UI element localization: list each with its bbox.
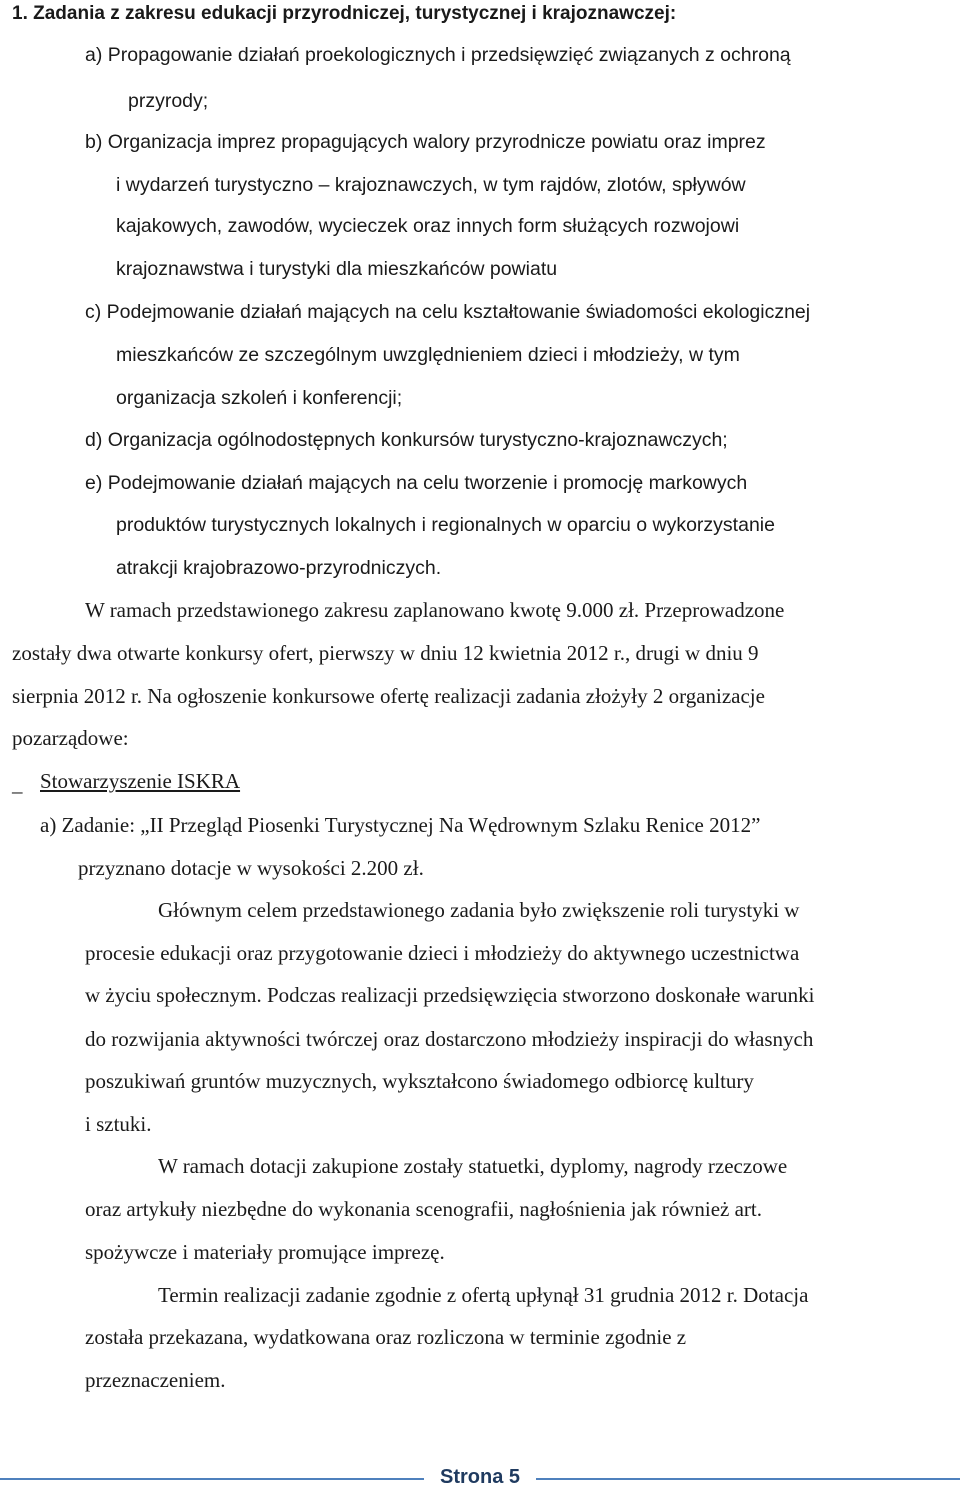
item-c-line-1: c) Podejmowanie działań mających na celu kształtowanie świadomości ekologicznej: [85, 301, 811, 323]
task-line-2: przyznano dotacje w wysokości 2.200 zł.: [78, 856, 424, 880]
item-e-line-1: e) Podejmowanie działań mających na celu tworzenie i promocję markowych: [85, 472, 748, 494]
para3-line-2: oraz artykuły niezbędne do wykonania scenografii, nagłośnienia jak również art.: [85, 1197, 762, 1221]
item-b-line-4: krajoznawstwa i turystyki dla mieszkańców powiatu: [116, 258, 558, 280]
para2-line-3: w życiu społecznym. Podczas realizacji przedsięwzięcia stworzono doskonałe warunki: [85, 983, 815, 1007]
item-d-line-1: d) Organizacja ogólnodostępnych konkursów turystyczno-krajoznawczych;: [85, 429, 728, 451]
para4-line-1: Termin realizacji zadanie zgodnie z ofertą upłynął 31 grudnia 2012 r. Dotacja: [158, 1283, 809, 1307]
item-b-line-2: i wydarzeń turystyczno – krajoznawczych, w tym rajdów, zlotów, spływów: [116, 174, 746, 196]
list-dash: –: [12, 779, 23, 803]
para1-line-3: sierpnia 2012 r. Na ogłoszenie konkursowe ofertę realizacji zadania złożyły 2 organizacje: [12, 684, 765, 708]
item-c-line-3: organizacja szkoleń i konferencji;: [116, 387, 403, 409]
item-c-line-2: mieszkańców ze szczególnym uwzględnieniem dzieci i młodzieży, w tym: [116, 344, 740, 366]
para2-line-4: do rozwijania aktywności twórczej oraz dostarczono młodzieży inspiracji do własnych: [85, 1027, 814, 1051]
para2-line-2: procesie edukacji oraz przygotowanie dzieci i młodzieży do aktywnego uczestnictwa: [85, 941, 800, 965]
item-a-line-1: a) Propagowanie działań proekologicznych i przedsięwzięć związanych z ochroną: [85, 44, 791, 66]
footer-rule-right: [536, 1478, 960, 1480]
page-number: Strona 5: [439, 1466, 521, 1488]
section-heading: 1. Zadania z zakresu edukacji przyrodniczej, turystycznej i krajoznawczej:: [12, 3, 677, 24]
para4-line-2: została przekazana, wydatkowana oraz rozliczona w terminie zgodnie z: [85, 1325, 687, 1349]
para2-line-1: Głównym celem przedstawionego zadania było zwiększenie roli turystyki w: [158, 898, 800, 922]
para3-line-1: W ramach dotacji zakupione zostały statuetki, dyplomy, nagrody rzeczowe: [158, 1154, 788, 1178]
item-e-line-2: produktów turystycznych lokalnych i regionalnych w oparciu o wykorzystanie: [116, 514, 775, 536]
item-a-line-2: przyrody;: [128, 90, 209, 112]
para1-line-1: W ramach przedstawionego zakresu zaplanowano kwotę 9.000 zł. Przeprowadzone: [85, 598, 785, 622]
item-b-line-1: b) Organizacja imprez propagujących walory przyrodnicze powiatu oraz imprez: [85, 131, 766, 153]
item-b-line-3: kajakowych, zawodów, wycieczek oraz innych form służących rozwojowi: [116, 215, 740, 237]
footer-rule-left: [0, 1478, 424, 1480]
para3-line-3: spożywcze i materiały promujące imprezę.: [85, 1240, 445, 1264]
para1-line-4: pozarządowe:: [12, 726, 129, 750]
para1-line-2: zostały dwa otwarte konkursy ofert, pierwszy w dniu 12 kwietnia 2012 r., drugi w dniu 9: [12, 641, 759, 665]
task-line-1: a) Zadanie: „II Przegląd Piosenki Turystycznej Na Wędrownym Szlaku Renice 2012”: [40, 813, 761, 837]
para2-line-6: i sztuki.: [85, 1112, 152, 1136]
para2-line-5: poszukiwań gruntów muzycznych, wykształcono świadomego odbiorcę kultury: [85, 1069, 754, 1093]
organization-name: Stowarzyszenie ISKRA: [40, 769, 241, 793]
para4-line-3: przeznaczeniem.: [85, 1368, 226, 1392]
item-e-line-3: atrakcji krajobrazowo-przyrodniczych.: [116, 557, 442, 579]
